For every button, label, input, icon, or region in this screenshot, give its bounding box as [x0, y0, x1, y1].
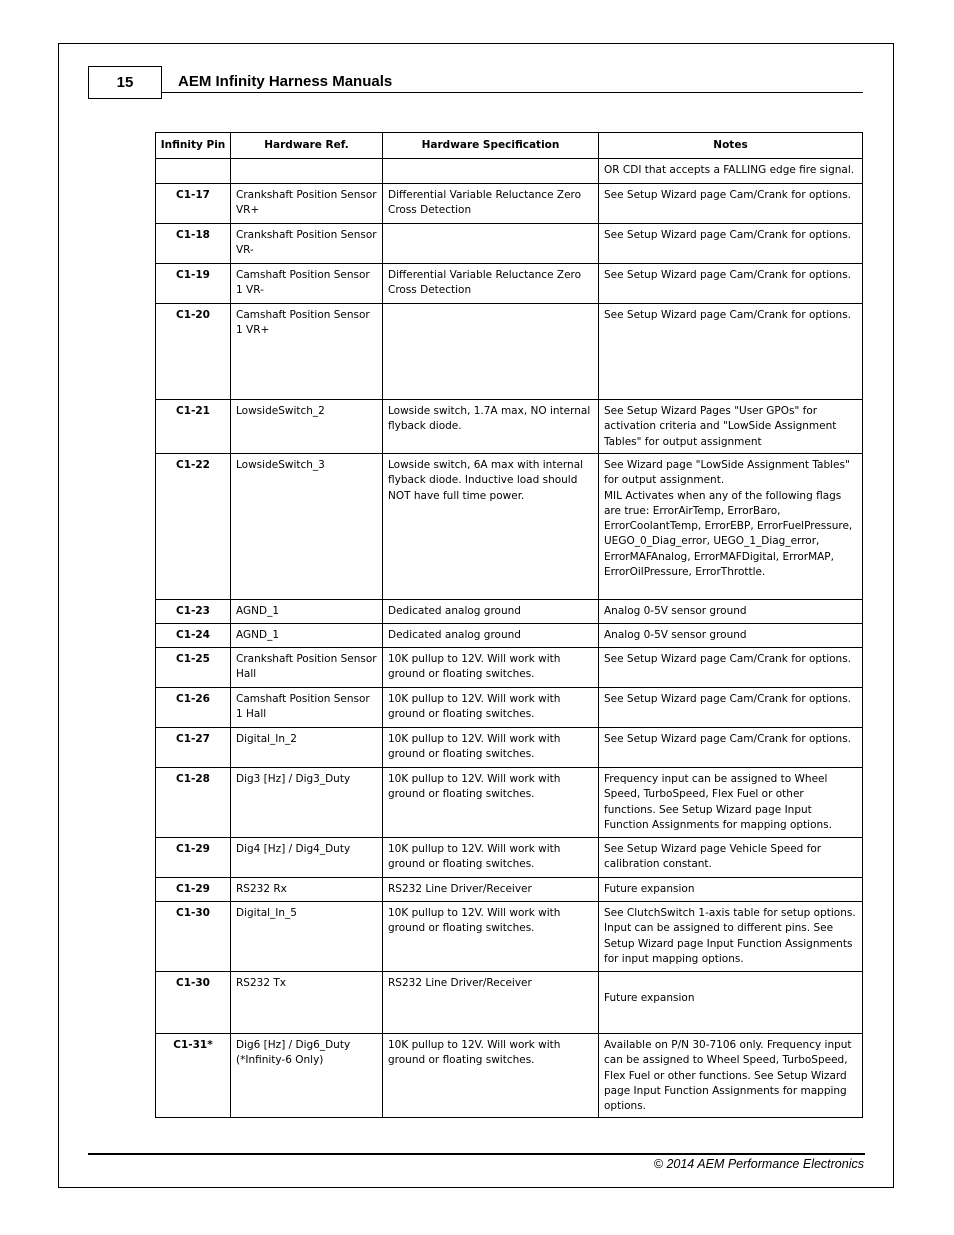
pin-cell: C1-23 [156, 600, 231, 624]
table-row [156, 454, 863, 600]
pin-cell: C1-30 [156, 972, 231, 1034]
hardware-spec-cell [383, 159, 599, 184]
pin-table [155, 132, 863, 1118]
hardware-spec-cell [383, 224, 599, 264]
hardware-ref-cell: RS232 Rx [231, 878, 383, 902]
hardware-ref-cell: LowsideSwitch_2 [231, 400, 383, 454]
hardware-ref-cell: RS232 Tx [231, 972, 383, 1034]
hardware-ref-cell: Crankshaft Position Sensor Hall [231, 648, 383, 688]
hardware-spec-cell: Differential Variable Reluctance Zero Cross Detection [383, 184, 599, 224]
hardware-ref-cell: Digital_In_5 [231, 902, 383, 972]
hardware-ref-cell: Dig6 [Hz] / Dig6_Duty (*Infinity-6 Only) [231, 1034, 383, 1118]
notes-cell: Future expansion [599, 972, 863, 1034]
pin-cell: C1-31* [156, 1034, 231, 1118]
hardware-spec-cell: Differential Variable Reluctance Zero Cross Detection [383, 264, 599, 304]
notes-cell: See ClutchSwitch 1-axis table for setup options. Input can be assigned to different pins. See Setup Wizard page Input Function Assignments for input mapping options. [599, 902, 863, 972]
table-row [156, 728, 863, 768]
notes-cell: OR CDI that accepts a FALLING edge fire signal. [599, 159, 863, 184]
table-row [156, 1034, 863, 1118]
table-row [156, 304, 863, 400]
pin-cell: C1-20 [156, 304, 231, 400]
table-row [156, 600, 863, 624]
column-header: Infinity Pin [156, 133, 231, 159]
hardware-ref-cell: Dig4 [Hz] / Dig4_Duty [231, 838, 383, 878]
document-title: AEM Infinity Harness Manuals [178, 73, 393, 90]
hardware-spec-cell: 10K pullup to 12V. Will work with ground or floating switches. [383, 688, 599, 728]
hardware-ref-cell: Crankshaft Position Sensor VR+ [231, 184, 383, 224]
column-header: Hardware Specification [383, 133, 599, 159]
table-header-row [156, 133, 863, 159]
notes-cell: See Setup Wizard page Cam/Crank for options. [599, 224, 863, 264]
table-row [156, 184, 863, 224]
table-row [156, 224, 863, 264]
table-row [156, 972, 863, 1034]
hardware-spec-cell: Dedicated analog ground [383, 600, 599, 624]
hardware-spec-cell: 10K pullup to 12V. Will work with ground or floating switches. [383, 838, 599, 878]
hardware-spec-cell: 10K pullup to 12V. Will work with ground or floating switches. [383, 648, 599, 688]
pin-cell: C1-27 [156, 728, 231, 768]
pin-cell [156, 159, 231, 184]
hardware-spec-cell: 10K pullup to 12V. Will work with ground or floating switches. [383, 768, 599, 838]
pin-cell: C1-28 [156, 768, 231, 838]
notes-cell: See Setup Wizard Pages "User GPOs" for activation criteria and "LowSide Assignment Tables" for output assignment [599, 400, 863, 454]
table-row [156, 688, 863, 728]
notes-cell: Frequency input can be assigned to Wheel Speed, TurboSpeed, Flex Fuel or other functions. See Setup Wizard page Input Function Assignments for mapping options. [599, 768, 863, 838]
table-row [156, 159, 863, 184]
notes-cell: See Setup Wizard page Cam/Crank for options. [599, 648, 863, 688]
hardware-spec-cell: Lowside switch, 6A max with internal flyback diode. Inductive load should NOT have full time power. [383, 454, 599, 600]
column-header: Notes [599, 133, 863, 159]
notes-cell: See Setup Wizard page Cam/Crank for options. [599, 184, 863, 224]
pin-cell: C1-21 [156, 400, 231, 454]
hardware-spec-cell: 10K pullup to 12V. Will work with ground or floating switches. [383, 1034, 599, 1118]
notes-cell: Available on P/N 30-7106 only. Frequency input can be assigned to Wheel Speed, TurboSpeed, Flex Fuel or other functions. See Setup Wizard page Input Function Assignments for mapping options. [599, 1034, 863, 1118]
column-header: Hardware Ref. [231, 133, 383, 159]
table-row [156, 768, 863, 838]
hardware-spec-cell [383, 304, 599, 400]
hardware-spec-cell: 10K pullup to 12V. Will work with ground or floating switches. [383, 902, 599, 972]
notes-cell: Analog 0-5V sensor ground [599, 600, 863, 624]
table-row [156, 624, 863, 648]
pin-cell: C1-24 [156, 624, 231, 648]
table-row [156, 902, 863, 972]
pin-cell: C1-17 [156, 184, 231, 224]
hardware-ref-cell: Dig3 [Hz] / Dig3_Duty [231, 768, 383, 838]
table-row [156, 878, 863, 902]
hardware-ref-cell: AGND_1 [231, 624, 383, 648]
pin-cell: C1-22 [156, 454, 231, 600]
table-row [156, 838, 863, 878]
hardware-spec-cell: RS232 Line Driver/Receiver [383, 878, 599, 902]
pin-cell: C1-29 [156, 878, 231, 902]
notes-cell: See Wizard page "LowSide Assignment Tables" for output assignment. MIL Activates when any of the following flags are true: ErrorAirTemp, ErrorBaro, ErrorCoolantTemp, ErrorEBP, ErrorFuelPressure, UEGO_0_Diag_error, UEGO_1_Diag_error, ErrorMAFAnalog, ErrorMAFDigital, ErrorMAP, ErrorOilPressure, ErrorThrottle. [599, 454, 863, 600]
page-number: 15 [88, 66, 162, 99]
table-row [156, 648, 863, 688]
notes-cell: See Setup Wizard page Cam/Crank for options. [599, 688, 863, 728]
hardware-spec-cell: RS232 Line Driver/Receiver [383, 972, 599, 1034]
pin-cell: C1-25 [156, 648, 231, 688]
pin-cell: C1-29 [156, 838, 231, 878]
hardware-spec-cell: 10K pullup to 12V. Will work with ground or floating switches. [383, 728, 599, 768]
hardware-ref-cell: LowsideSwitch_3 [231, 454, 383, 600]
hardware-ref-cell [231, 159, 383, 184]
hardware-ref-cell: Digital_In_2 [231, 728, 383, 768]
notes-cell: Analog 0-5V sensor ground [599, 624, 863, 648]
hardware-ref-cell: Camshaft Position Sensor 1 VR+ [231, 304, 383, 400]
hardware-ref-cell: Crankshaft Position Sensor VR- [231, 224, 383, 264]
notes-cell: See Setup Wizard page Vehicle Speed for calibration constant. [599, 838, 863, 878]
table-row [156, 400, 863, 454]
hardware-ref-cell: AGND_1 [231, 600, 383, 624]
hardware-ref-cell: Camshaft Position Sensor 1 VR- [231, 264, 383, 304]
notes-cell: See Setup Wizard page Cam/Crank for options. [599, 728, 863, 768]
hardware-spec-cell: Dedicated analog ground [383, 624, 599, 648]
pin-cell: C1-30 [156, 902, 231, 972]
hardware-ref-cell: Camshaft Position Sensor 1 Hall [231, 688, 383, 728]
copyright: © 2014 AEM Performance Electronics [653, 1157, 864, 1171]
footer-rule [88, 1153, 865, 1155]
notes-cell: See Setup Wizard page Cam/Crank for options. [599, 264, 863, 304]
table-row [156, 264, 863, 304]
pin-cell: C1-18 [156, 224, 231, 264]
pin-cell: C1-19 [156, 264, 231, 304]
notes-cell: Future expansion [599, 878, 863, 902]
hardware-spec-cell: Lowside switch, 1.7A max, NO internal flyback diode. [383, 400, 599, 454]
header-rule [162, 92, 863, 93]
notes-cell: See Setup Wizard page Cam/Crank for options. [599, 304, 863, 400]
pin-cell: C1-26 [156, 688, 231, 728]
